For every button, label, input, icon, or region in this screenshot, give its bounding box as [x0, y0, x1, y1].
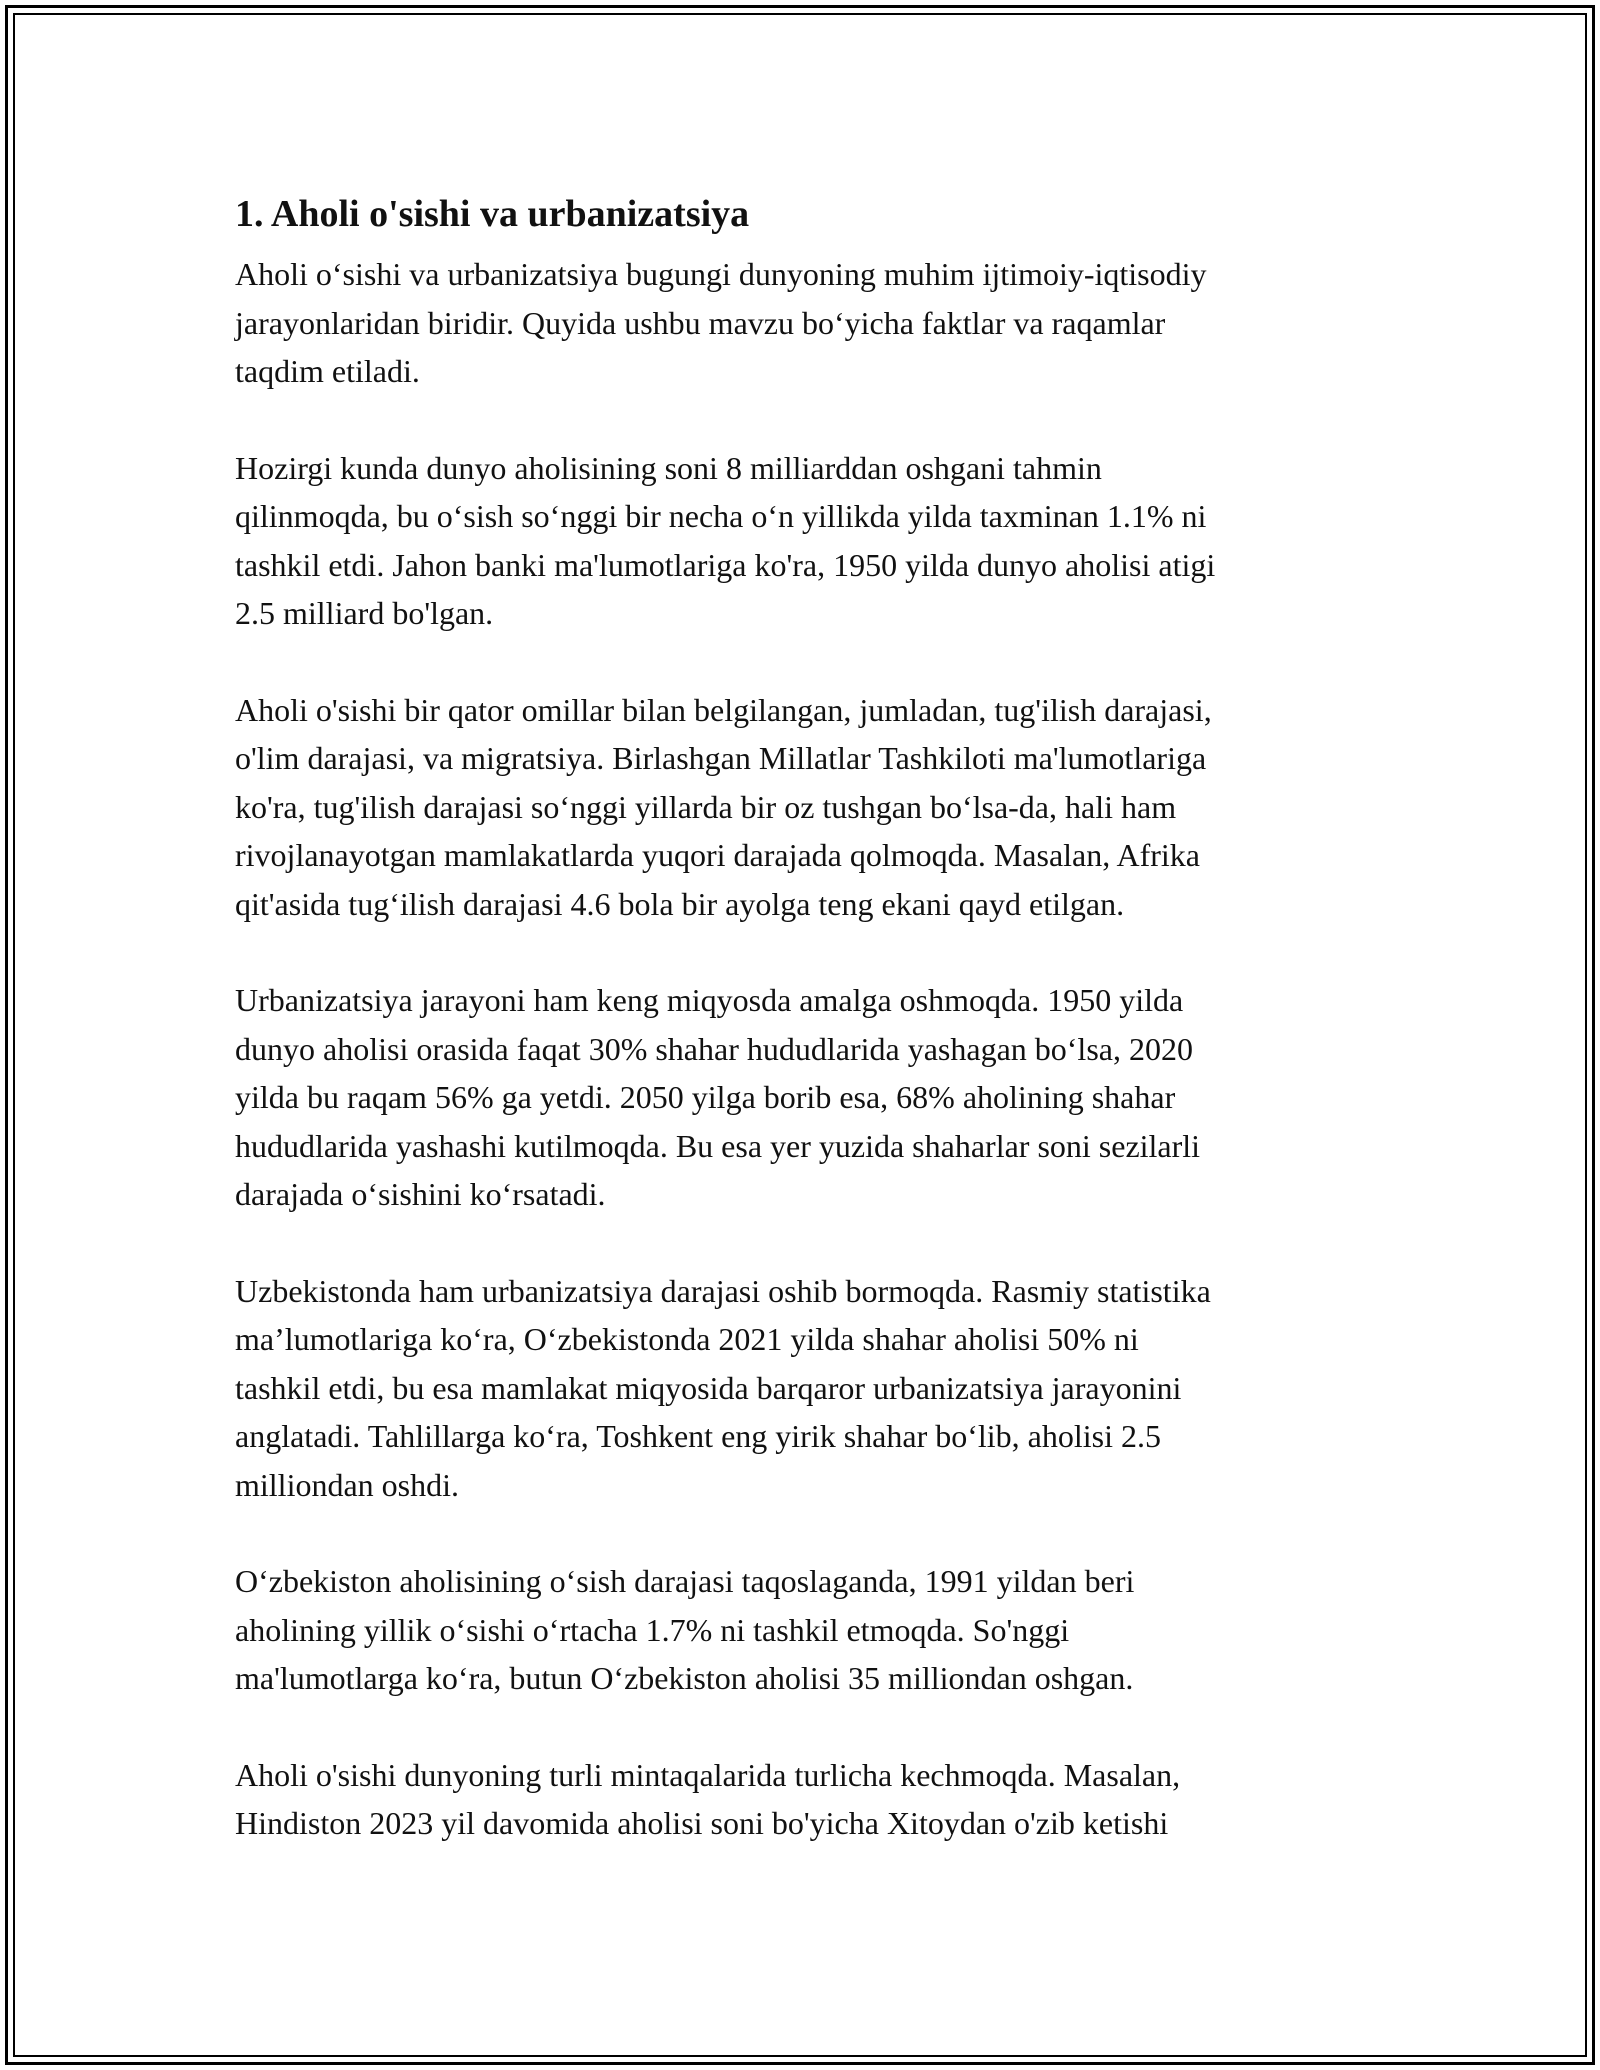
paragraph-line: o'lim darajasi, va migratsiya. Birlashgan Millatlar Tashkiloti ma'lumotlariga: [235, 740, 1207, 776]
paragraph-line: yilda bu raqam 56% ga yetdi. 2050 yilga borib esa, 68% aholining shahar: [235, 1079, 1176, 1115]
paragraph-line: Hindiston 2023 yil davomida aholisi soni bo'yicha Xitoydan o'zib ketishi: [235, 1805, 1169, 1841]
paragraph: [235, 1557, 1385, 1703]
paragraph-line: darajada o‘sishini ko‘rsatadi.: [235, 1176, 606, 1212]
paragraph-line: aholining yillik o‘sishi o‘rtacha 1.7% ni tashkil etmoqda. So'nggi: [235, 1611, 1070, 1648]
paragraph-list: [235, 250, 1385, 1848]
paragraph-line: rivojlanayotgan mamlakatlarda yuqori darajada qolmoqda. Masalan, Afrika: [235, 837, 1200, 873]
paragraph-line: 2.5 milliard bo'lgan.: [235, 595, 494, 631]
paragraph-line: dunyo aholisi orasida faqat 30% shahar hududlarida yashagan bo‘lsa, 2020: [235, 1030, 1193, 1067]
paragraph-line: Aholi o'sishi bir qator omillar bilan belgilangan, jumladan, tug'ilish darajasi,: [235, 691, 1212, 728]
section-heading: 1. Aholi o'sishi va urbanizatsiya: [235, 193, 750, 235]
paragraph-line: ko'ra, tug'ilish darajasi so‘nggi yillarda bir oz tushgan bo‘lsa-da, hali ham: [235, 788, 1177, 825]
paragraph-line: qilinmoqda, bu o‘sish so‘nggi bir necha o‘n yillikda yilda taxminan 1.1% ni: [235, 498, 1207, 534]
paragraph-line: ma’lumotlariga ko‘ra, O‘zbekistonda 2021 yilda shahar aholisi 50% ni: [235, 1321, 1139, 1357]
paragraph-line: O‘zbekiston aholisining o‘sish darajasi taqoslaganda, 1991 yildan beri: [235, 1563, 1135, 1599]
paragraph: [235, 444, 1385, 638]
paragraph: [235, 1267, 1385, 1510]
paragraph-line: Hozirgi kunda dunyo aholisining soni 8 milliarddan oshgani tahmin: [235, 449, 1102, 486]
paragraph-line: milliondan oshdi.: [235, 1466, 459, 1503]
paragraph-line: Aholi o'sishi dunyoning turli mintaqalarida turlicha kechmoqda. Masalan,: [235, 1756, 1181, 1793]
paragraph-line: qit'asida tug‘ilish darajasi 4.6 bola bir ayolga teng ekani qayd etilgan.: [235, 885, 1125, 922]
paragraph-line: tashkil etdi, bu esa mamlakat miqyosida barqaror urbanizatsiya jarayonini: [235, 1369, 1182, 1406]
paragraph: [235, 686, 1385, 929]
paragraph-line: Uzbekistonda ham urbanizatsiya darajasi oshib bormoqda. Rasmiy statistika: [235, 1272, 1211, 1309]
document-body: [235, 188, 1385, 1896]
paragraph-line: Aholi o‘sishi va urbanizatsiya bugungi dunyoning muhim ijtimoiy-iqtisodiy: [235, 256, 1207, 292]
paragraph-line: tashkil etdi. Jahon banki ma'lumotlariga ko'ra, 1950 yilda dunyo aholisi atigi: [235, 546, 1216, 583]
paragraph-line: anglatadi. Tahlillarga ko‘ra, Toshkent eng yirik shahar bo‘lib, aholisi 2.5: [235, 1418, 1161, 1454]
paragraph: [235, 976, 1385, 1219]
paragraph: [235, 250, 1385, 396]
paragraph-line: Urbanizatsiya jarayoni ham keng miqyosda amalga oshmoqda. 1950 yilda: [235, 982, 1184, 1018]
paragraph-line: ma'lumotlarga ko‘ra, butun O‘zbekiston aholisi 35 milliondan oshgan.: [235, 1660, 1134, 1696]
paragraph-line: taqdim etiladi.: [235, 353, 420, 389]
paragraph-line: jarayonlaridan biridir. Quyida ushbu mavzu bo‘yicha faktlar va raqamlar: [235, 304, 1166, 341]
paragraph: [235, 1751, 1385, 1848]
paragraph-line: hududlarida yashashi kutilmoqda. Bu esa yer yuzida shaharlar soni sezilarli: [235, 1127, 1201, 1164]
